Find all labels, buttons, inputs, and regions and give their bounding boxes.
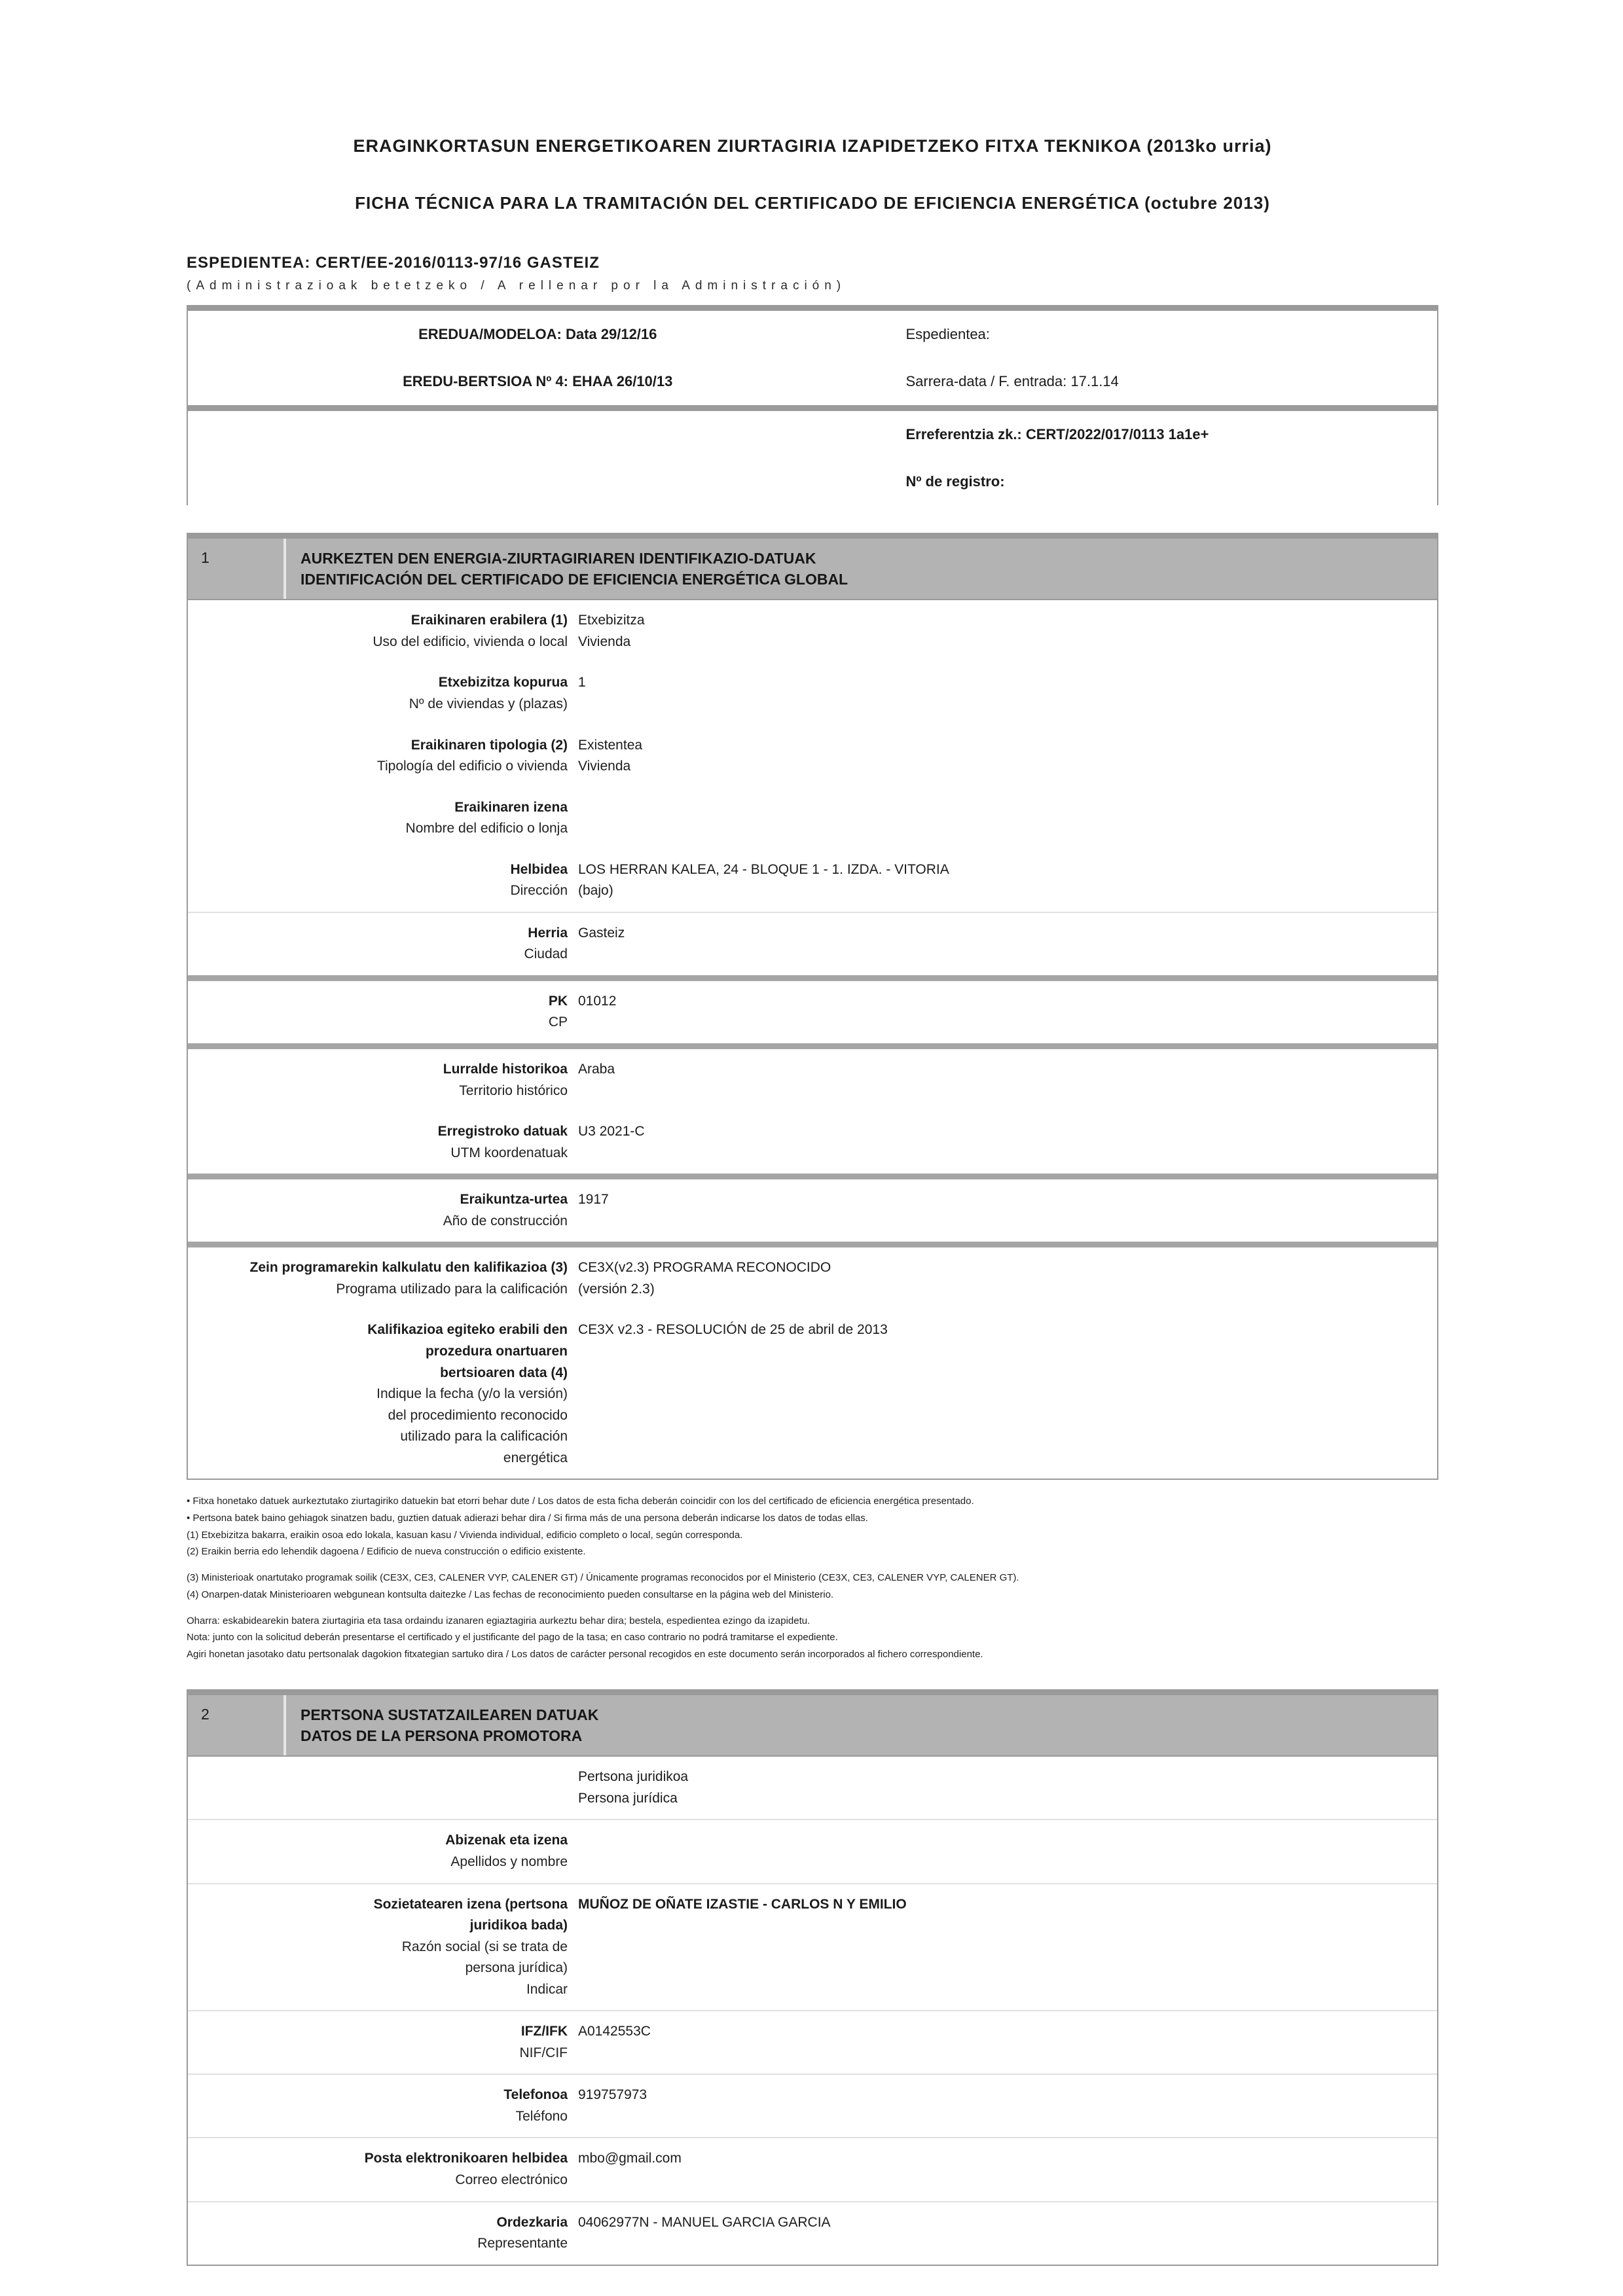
model-label: EREDUA/MODELOA: Data 29/12/16 bbox=[418, 326, 657, 342]
label-basque: Zein programarekin kalkulatu den kalifikazioa (3) bbox=[249, 1260, 568, 1276]
footnote-line: Nota: junto con la solicitud deberán presentarse el certificado y el justificante del pago de la tasa; en caso contrario no podrá tramitarse el expediente. bbox=[187, 1632, 838, 1643]
label-spanish: Tipología del edificio o vivienda bbox=[376, 759, 568, 774]
label-spanish: Apellidos y nombre bbox=[450, 1854, 568, 1869]
value-line: (bajo) bbox=[578, 883, 613, 899]
footnote-line: Oharra: eskabidearekin batera ziurtagiria eta tasa ordaindu izanaren egiaztagiria aurkeztu behar dira; bestela, espedientea ezingo da izapidetu. bbox=[187, 1615, 811, 1626]
label-spanish: Indicar bbox=[526, 1981, 568, 1997]
label-spanish: CP bbox=[548, 1014, 568, 1030]
label-basque: Sozietatearen izena (pertsona bbox=[373, 1896, 568, 1912]
value-line: Pertsona juridikoa bbox=[578, 1769, 689, 1785]
value-line: Vivienda bbox=[578, 759, 631, 774]
value-line: 1 bbox=[578, 675, 586, 691]
field-row-representante bbox=[188, 2202, 1437, 2265]
field-row-razon-social bbox=[188, 1884, 1437, 2011]
entry-date-field: Sarrera-data / F. entrada: 17.1.14 bbox=[905, 373, 1119, 389]
value-line: 1917 bbox=[578, 1192, 609, 1208]
label-basque: bertsioaren data (4) bbox=[440, 1365, 568, 1380]
label-spanish: Territorio histórico bbox=[459, 1083, 568, 1098]
field-row-nif bbox=[188, 2011, 1437, 2073]
value-line: Etxebizitza bbox=[578, 613, 645, 628]
field-value bbox=[578, 1059, 1437, 1081]
footnote-line: Agiri honetan jasotako datu pertsonalak dagokion fitxategian sartuko dira / Los datos de carácter personal recogidos en este documento serán incorporados al fichero correspondiente. bbox=[187, 1649, 983, 1660]
registry-row-model bbox=[188, 311, 1437, 358]
expediente-code-line: ESPEDIENTEA: CERT/EE-2016/0113-97/16 GASTEIZ bbox=[187, 254, 600, 272]
field-label bbox=[188, 672, 568, 715]
value-line: 01012 bbox=[578, 993, 617, 1009]
field-label bbox=[188, 1121, 568, 1164]
field-value bbox=[578, 2085, 1437, 2106]
footnote-line: • Fitxa honetako datuek aurkeztutako ziurtagiriko datuekin bat etorri behar dute / Los datos de esta ficha deberán coincidir con los del certificado de eficiencia energética presentado. bbox=[187, 1496, 974, 1507]
value-line: Persona jurídica bbox=[578, 1790, 678, 1806]
field-label bbox=[188, 859, 568, 902]
label-basque: Eraikinaren izena bbox=[454, 799, 568, 815]
footnotes-block bbox=[187, 1494, 1438, 1662]
field-label bbox=[188, 1257, 568, 1300]
field-label bbox=[188, 2085, 568, 2127]
field-value bbox=[578, 1121, 1437, 1143]
separator-bar bbox=[188, 405, 1437, 411]
section-2-title-basque: PERTSONA SUSTATZAILEAREN DATUAK bbox=[301, 1706, 599, 1723]
footnote-line: (1) Etxebizitza bakarra, eraikin osoa edo lokala, kasuan kasu / Vivienda individual, edificio completo o local, según corresponda. bbox=[187, 1529, 743, 1541]
field-row-fecha-reconocimiento bbox=[188, 1310, 1437, 1479]
field-label bbox=[188, 2212, 568, 2255]
label-spanish: Representante bbox=[477, 2236, 568, 2251]
registry-row-registro bbox=[188, 458, 1437, 505]
field-label bbox=[188, 1059, 568, 1102]
row-divider-thick bbox=[188, 975, 1437, 981]
label-spanish: utilizado para la calificación bbox=[400, 1429, 568, 1444]
field-row-tipo-persona bbox=[188, 1757, 1437, 1819]
value-line: CE3X(v2.3) PROGRAMA RECONOCIDO bbox=[578, 1260, 831, 1276]
value-line: Vivienda bbox=[578, 634, 631, 649]
model-version-label: EREDU-BERTSIOA Nº 4: EHAA 26/10/13 bbox=[403, 373, 673, 389]
field-row-nombre-edificio bbox=[188, 787, 1437, 850]
field-row-utm bbox=[188, 1111, 1437, 1174]
field-row-cp bbox=[188, 981, 1437, 1043]
label-basque: Kalifikazioa egiteko erabili den bbox=[367, 1322, 568, 1338]
field-row-num-viviendas bbox=[188, 662, 1437, 725]
footnote-line: (2) Eraikin berria edo lehendik dagoena / Edificio de nueva construcción o edificio existente. bbox=[187, 1546, 586, 1558]
field-value bbox=[578, 735, 1437, 778]
field-row-telefono bbox=[188, 2075, 1437, 2137]
label-basque: IFZ/IFK bbox=[520, 2024, 568, 2039]
label-spanish: persona jurídica) bbox=[465, 1960, 568, 1976]
field-label bbox=[188, 2148, 568, 2191]
section-2-number: 2 bbox=[188, 1695, 286, 1755]
expediente-field-label: Espedientea: bbox=[905, 326, 990, 342]
registro-number-label: Nº de registro: bbox=[905, 473, 1005, 490]
label-spanish: NIF/CIF bbox=[519, 2045, 568, 2060]
field-row-email bbox=[188, 2138, 1437, 2200]
value-line: MUÑOZ DE OÑATE IZASTIE - CARLOS N Y EMILIO bbox=[578, 1896, 907, 1912]
field-label bbox=[188, 2021, 568, 2064]
label-spanish: Uso del edificio, vivienda o local bbox=[373, 634, 568, 649]
value-line: Existentea bbox=[578, 737, 643, 753]
field-value bbox=[578, 859, 1437, 902]
label-spanish: Ciudad bbox=[524, 946, 568, 962]
expediente-sub-line: (Administrazioak betetzeko / A rellenar por la Administración) bbox=[187, 279, 847, 293]
field-value bbox=[578, 1189, 1437, 1211]
field-label bbox=[188, 1189, 568, 1232]
section-1-title-spanish: IDENTIFICACIÓN DEL CERTIFICADO DE EFICIENCIA ENERGÉTICA GLOBAL bbox=[301, 571, 848, 588]
label-basque: Abizenak eta izena bbox=[445, 1833, 568, 1848]
label-spanish: Nº de viviendas y (plazas) bbox=[409, 696, 568, 712]
section-2-title-spanish: DATOS DE LA PERSONA PROMOTORA bbox=[301, 1727, 583, 1745]
field-label bbox=[188, 1894, 568, 2001]
row-divider-thick bbox=[188, 1242, 1437, 1247]
value-line: CE3X v2.3 - RESOLUCIÓN de 25 de abril de 2013 bbox=[578, 1322, 888, 1338]
field-value bbox=[578, 2212, 1437, 2234]
section-1-title-basque: AURKEZTEN DEN ENERGIA-ZIURTAGIRIAREN IDENTIFIKAZIO-DATUAK bbox=[301, 550, 816, 567]
field-row-programa bbox=[188, 1247, 1437, 1310]
field-value bbox=[578, 1319, 1437, 1341]
row-divider-thick bbox=[188, 1043, 1437, 1049]
registry-row-version bbox=[188, 358, 1437, 405]
page-title-spanish: FICHA TÉCNICA PARA LA TRAMITACIÓN DEL CERTIFICADO DE EFICIENCIA ENERGÉTICA (octubre 2013) bbox=[355, 193, 1270, 213]
field-value bbox=[578, 672, 1437, 694]
footnote-gap bbox=[187, 1605, 1438, 1614]
label-basque: Ordezkaria bbox=[496, 2214, 568, 2230]
label-spanish: Teléfono bbox=[515, 2108, 568, 2124]
registry-row-reference bbox=[188, 411, 1437, 458]
label-basque: Helbidea bbox=[510, 861, 568, 877]
page-title-basque: ERAGINKORTASUN ENERGETIKOAREN ZIURTAGIRIA IZAPIDETZEKO FITXA TEKNIKOA (2013ko urria) bbox=[353, 136, 1272, 156]
value-line: 04062977N - MANUEL GARCIA GARCIA bbox=[578, 2214, 831, 2230]
value-line: Gasteiz bbox=[578, 925, 625, 941]
footnote-gap bbox=[187, 1562, 1438, 1571]
value-line: Araba bbox=[578, 1062, 615, 1077]
field-label bbox=[188, 991, 568, 1033]
label-basque: juridikoa bada) bbox=[469, 1918, 568, 1933]
field-value bbox=[578, 2148, 1437, 2170]
value-line: A0142553C bbox=[578, 2024, 651, 2039]
document-content bbox=[187, 0, 1438, 2266]
field-row-apellidos-nombre bbox=[188, 1820, 1437, 1882]
label-spanish: Dirección bbox=[510, 883, 568, 899]
value-line: LOS HERRAN KALEA, 24 - BLOQUE 1 - 1. IZDA. - VITORIA bbox=[578, 861, 949, 877]
section-1-title bbox=[286, 539, 862, 599]
field-label bbox=[188, 1319, 568, 1469]
label-basque: Posta elektronikoaren helbidea bbox=[364, 2151, 568, 2166]
field-value bbox=[578, 923, 1437, 944]
label-spanish: Correo electrónico bbox=[455, 2172, 568, 2188]
field-label bbox=[188, 923, 568, 965]
section-2-header bbox=[188, 1689, 1437, 1757]
label-spanish: Razón social (si se trata de bbox=[401, 1939, 568, 1954]
label-basque: Erregistroko datuak bbox=[437, 1124, 568, 1139]
label-spanish: del procedimiento reconocido bbox=[388, 1407, 568, 1423]
label-basque: prozedura onartuaren bbox=[425, 1343, 568, 1359]
field-value bbox=[578, 2021, 1437, 2043]
field-row-direccion bbox=[188, 850, 1437, 912]
field-value bbox=[578, 991, 1437, 1013]
label-basque: Eraikuntza-urtea bbox=[460, 1192, 568, 1208]
registry-block bbox=[187, 305, 1438, 505]
label-basque: Eraikinaren tipologia (2) bbox=[410, 737, 568, 753]
label-basque: Etxebizitza kopurua bbox=[438, 675, 568, 691]
field-row-anio bbox=[188, 1179, 1437, 1242]
label-spanish: Año de construcción bbox=[443, 1213, 568, 1229]
label-basque: PK bbox=[548, 993, 568, 1009]
field-value bbox=[578, 1767, 1437, 1809]
section-1-number: 1 bbox=[188, 539, 286, 599]
field-value bbox=[578, 610, 1437, 653]
field-label bbox=[188, 735, 568, 778]
value-line: 919757973 bbox=[578, 2087, 647, 2103]
field-row-territorio bbox=[188, 1049, 1437, 1111]
field-row-ciudad bbox=[188, 913, 1437, 975]
field-label bbox=[188, 610, 568, 653]
footnote-line: (3) Ministerioak onartutako programak soilik (CE3X, CE3, CALENER VYP, CALENER GT) / Únicamente programas reconocidos por el Ministerio (CE3X, CE3, CALENER VYP, CALENER GT). bbox=[187, 1572, 1019, 1584]
label-spanish: Indique la fecha (y/o la versión) bbox=[376, 1386, 568, 1402]
label-basque: Telefonoa bbox=[503, 2087, 568, 2103]
field-value bbox=[578, 1257, 1437, 1300]
label-spanish: energética bbox=[503, 1450, 568, 1465]
field-row-uso bbox=[188, 600, 1437, 662]
section-1-table bbox=[187, 533, 1438, 1480]
section-1-header bbox=[188, 533, 1437, 600]
footnote-line: (4) Onarpen-datak Ministerioaren webgunean kontsulta daitezke / Las fechas de reconocimiento pueden consultarse en la página web del Ministerio. bbox=[187, 1588, 834, 1600]
value-line: mbo@gmail.com bbox=[578, 2151, 682, 2166]
reference-field: Erreferentzia zk.: CERT/2022/017/0113 1a1e+ bbox=[905, 426, 1209, 442]
row-divider-thick bbox=[188, 1174, 1437, 1179]
label-spanish: UTM koordenatuak bbox=[450, 1145, 568, 1160]
field-label bbox=[188, 797, 568, 840]
footnote-line: • Pertsona batek baino gehiagok sinatzen badu, guztien datuak adierazi behar dira / Si firma más de una persona deberán indicarse los datos de todas ellas. bbox=[187, 1512, 868, 1524]
section-2-title bbox=[286, 1695, 613, 1755]
label-spanish: Nombre del edificio o lonja bbox=[405, 821, 568, 836]
label-spanish: Programa utilizado para la calificación bbox=[336, 1281, 568, 1297]
field-value bbox=[578, 1894, 1437, 1916]
value-line: U3 2021-C bbox=[578, 1124, 645, 1139]
label-basque: Eraikinaren erabilera (1) bbox=[410, 613, 568, 628]
value-line: (versión 2.3) bbox=[578, 1281, 655, 1297]
section-2-table bbox=[187, 1689, 1438, 2266]
separator-bar bbox=[188, 305, 1437, 311]
field-label bbox=[188, 1830, 568, 1873]
label-basque: Herria bbox=[528, 925, 568, 941]
field-row-tipologia bbox=[188, 725, 1437, 787]
label-basque: Lurralde historikoa bbox=[443, 1062, 568, 1077]
